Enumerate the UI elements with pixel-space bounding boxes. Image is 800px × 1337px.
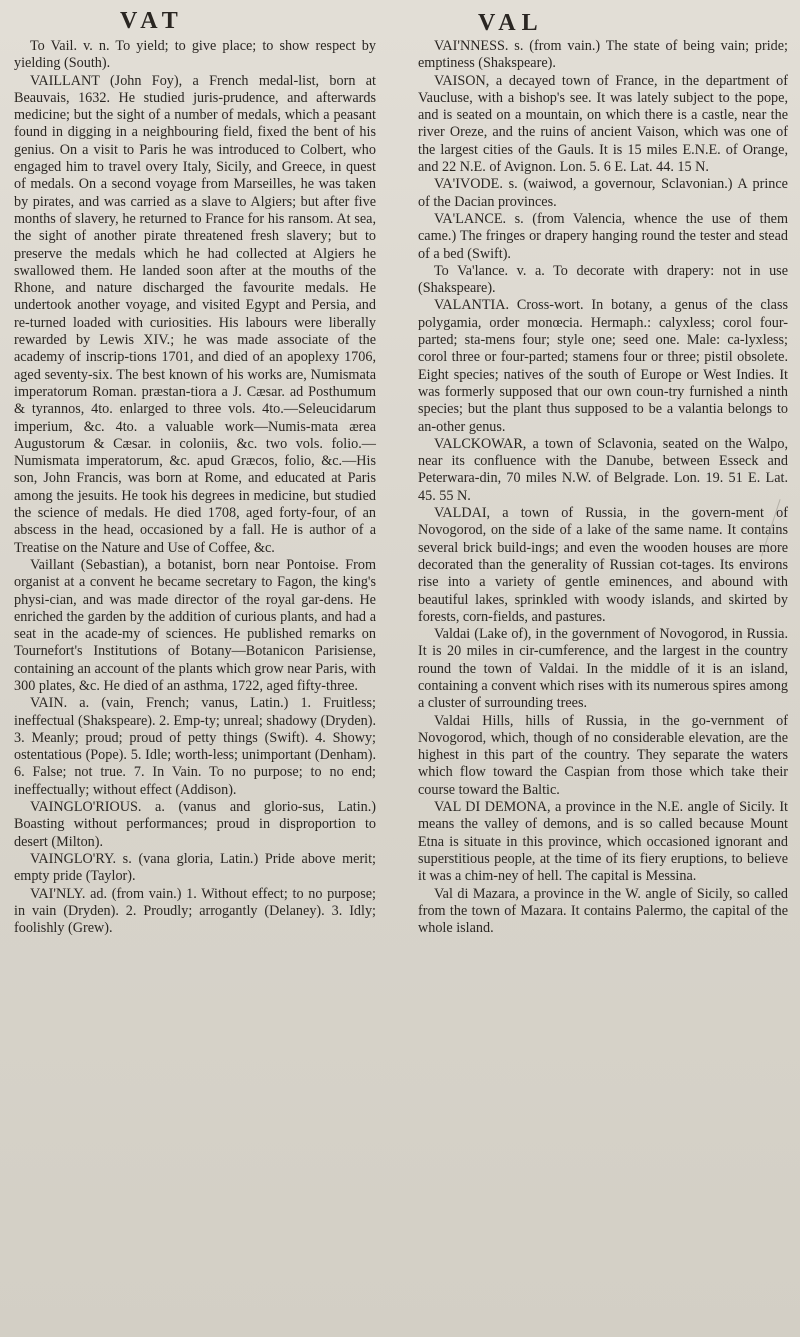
entry-valdai-lake: Valdai (Lake of), in the government of Novogorod, in Russia. It is 20 miles in cir-cumference, and the largest in the country round the town of Valdai. In the middle of it is an island, containing a convent which rises with its numerous spires among a cluster of surrounding trees. <box>418 626 788 712</box>
running-head-left: VAT <box>120 8 184 34</box>
left-column <box>14 38 376 937</box>
entry-valantia: VALANTIA. Cross-wort. In botany, a genus of the class polygamia, order monœcia. Hermaph.: calyxless; corol four-parted; sta-mens four; style one; seed one. Male: ca-lyxless; corol three or four-parted; stamens four or three; pistil obsolete. Eight species; natives of the south of Europe or West Indies. It was formerly supposed that our own coun-try furnished a ninth species; but the plant thus supposed to be a valantia belongs to an-other genus. <box>418 297 788 435</box>
entry-val-di-mazara: Val di Mazara, a province in the W. angle of Sicily, so called from the town of Mazara. It contains Palermo, the capital of the whole island. <box>418 885 788 937</box>
running-head <box>0 6 800 42</box>
entry-vaison: VAISON, a decayed town of France, in the department of Vaucluse, with a bishop's see. It was lately subject to the pope, and is seated on a mountain, on which there is a castle, near the river Oreze, and the ruins of ancient Vaison, which was one of the largest cities of the Gauls. It is 15 miles E.N.E. of Orange, and 22 N.E. of Avignon. Lon. 5. 6 E. Lat. 44. 15 N. <box>418 72 788 176</box>
right-column <box>418 38 788 937</box>
entry-vain: VAIN. a. (vain, French; vanus, Latin.) 1. Fruitless; ineffectual (Shakspeare). 2. Emp-ty; unreal; shadowy (Dryden). 3. Meanly; proud; proud of petty things (Swift). 4. Showy; ostentatious (Pope). 5. Idle; worth-less; unimportant (Denham). 6. False; not true. 7. In Vain. To no purpose; to no end; ineffectually; without effect (Addison). <box>14 695 376 798</box>
entry-vainglory: VAINGLO'RY. s. (vana gloria, Latin.) Pride above merit; empty pride (Taylor). <box>14 850 376 885</box>
entry-valance: VA'LANCE. s. (from Valencia, whence the use of them came.) The fringes or drapery hanging round the tester and stead of a bed (Swift). <box>418 210 788 262</box>
entry-vaillant-john-foy: VAILLANT (John Foy), a French medal-list, born at Beauvais, 1632. He studied juris-prudence, and afterwards medicine; but the sight of a number of medals, which a peasant found in digging in a neighbouring field, fixed the bent of his genius. On a visit to Paris he was introduced to Colbert, who engaged him to travel overy Italy, Sicily, and Greece, in quest of medals. On a second voyage from Marseilles, he was taken by pirates, and was carried as a slave to Algiers; but after five months of slavery, he returned to France for his ransom. At sea, the sight of another pirate threatened fresh slavery; but to preserve the medals which he had collected at Algiers he swallowed them. He landed soon after at the mouths of the Rhone, and nature discharged the favourite medals. He undertook another voyage, and visited Egypt and Persia, and re-turned loaded with curiosities. His labours were liberally rewarded by Lewis XIV.; he was made associate of the academy of inscrip-tions 1701, and died of an apoplexy 1706, aged seventy-six. The best known of his works are, Numismata imperatorum Roman. præstan-tiora a J. Cæsar. ad Posthumum & tyrannos, 4to. enlarged to three vols. 4to.—Seleucidarum imperium, &c. 4to. a valuable work—Numis-mata ærea Augustorum & Cæsar. in coloniis, &c. two vols. folio.—Numismata imperatorum, &c. apud Græcos, folio, &c.—His son, John Francis, was born at Rome, and educated at Paris among the jesuits. He took his degrees in medicine, but studied the science of medals. He died 1708, aged forty-four, of an abscess in the head, occasioned by a fall. He is author of a Treatise on the Nature and Use of Coffee, &c. <box>14 72 376 556</box>
entry-valdai-town: VALDAI, a town of Russia, in the govern-ment of Novogorod, on the side of a lake of the same name. It contains several brick build-ings; and even the wooden houses are more decorated than the generality of Russian cot-tages. Its environs rise into a variety of gentle eminences, and abound with beautiful lakes, sprinkled with woody islands, and skirted by forests, corn-fields, and pastures. <box>418 505 788 625</box>
entry-to-vail: To Vail. v. n. To yield; to give place; to show respect by yielding (South). <box>14 38 376 72</box>
entry-val-di-demona: VAL DI DEMONA, a province in the N.E. angle of Sicily. It means the valley of demons, and is so called because Mount Etna is situate in this province, which occasioned ignorant and superstitious people, at the time of its fiery eruptions, to believe it was a chim-ney of hell. The capital is Messina. <box>418 799 788 885</box>
entry-valdai-hills: Valdai Hills, hills of Russia, in the go-vernment of Novogorod, which, though of no considerable elevation, are the highest in this part of the country. They separate the waters which flow toward the Caspian from those which take their course toward the Baltic. <box>418 712 788 798</box>
entry-vaivode: VA'IVODE. s. (waiwod, a governour, Sclavonian.) A prince of the Dacian provinces. <box>418 176 788 210</box>
entry-valckowar: VALCKOWAR, a town of Sclavonia, seated on the Walpo, near its confluence with the Danube, between Esseck and Peterwara-din, 70 miles N.W. of Belgrade. Lon. 19. 51 E. Lat. 45. 55 N. <box>418 435 788 504</box>
entry-vainglorious: VAINGLO'RIOUS. a. (vanus and glorio-sus, Latin.) Boasting without performances; proud in disproportion to desert (Milton). <box>14 799 376 850</box>
entry-vainly: VAI'NLY. ad. (from vain.) 1. Without effect; to no purpose; in vain (Dryden). 2. Proudly; arrogantly (Delaney). 3. Idly; foolishly (Grew). <box>14 885 376 937</box>
entry-to-valance: To Va'lance. v. a. To decorate with drapery: not in use (Shakspeare). <box>418 262 788 297</box>
running-head-right: VAL <box>478 10 544 36</box>
entry-vainness: VAI'NNESS. s. (from vain.) The state of being vain; pride; emptiness (Shakspeare). <box>418 38 788 72</box>
entry-vaillant-sebastian: Vaillant (Sebastian), a botanist, born near Pontoise. From organist at a convent he became secretary to Fagon, the king's physi-cian, and was made director of the royal gar-dens. He enriched the garden by the addition of curious plants, and had a seat in the acade-my of sciences. He published remarks on Tournefort's Institutions of Botany—Botanicon Parisiense, containing an account of the plants which grow near Paris, with 300 plates, &c. He died of an asthma, 1722, aged fifty-three. <box>14 556 376 694</box>
